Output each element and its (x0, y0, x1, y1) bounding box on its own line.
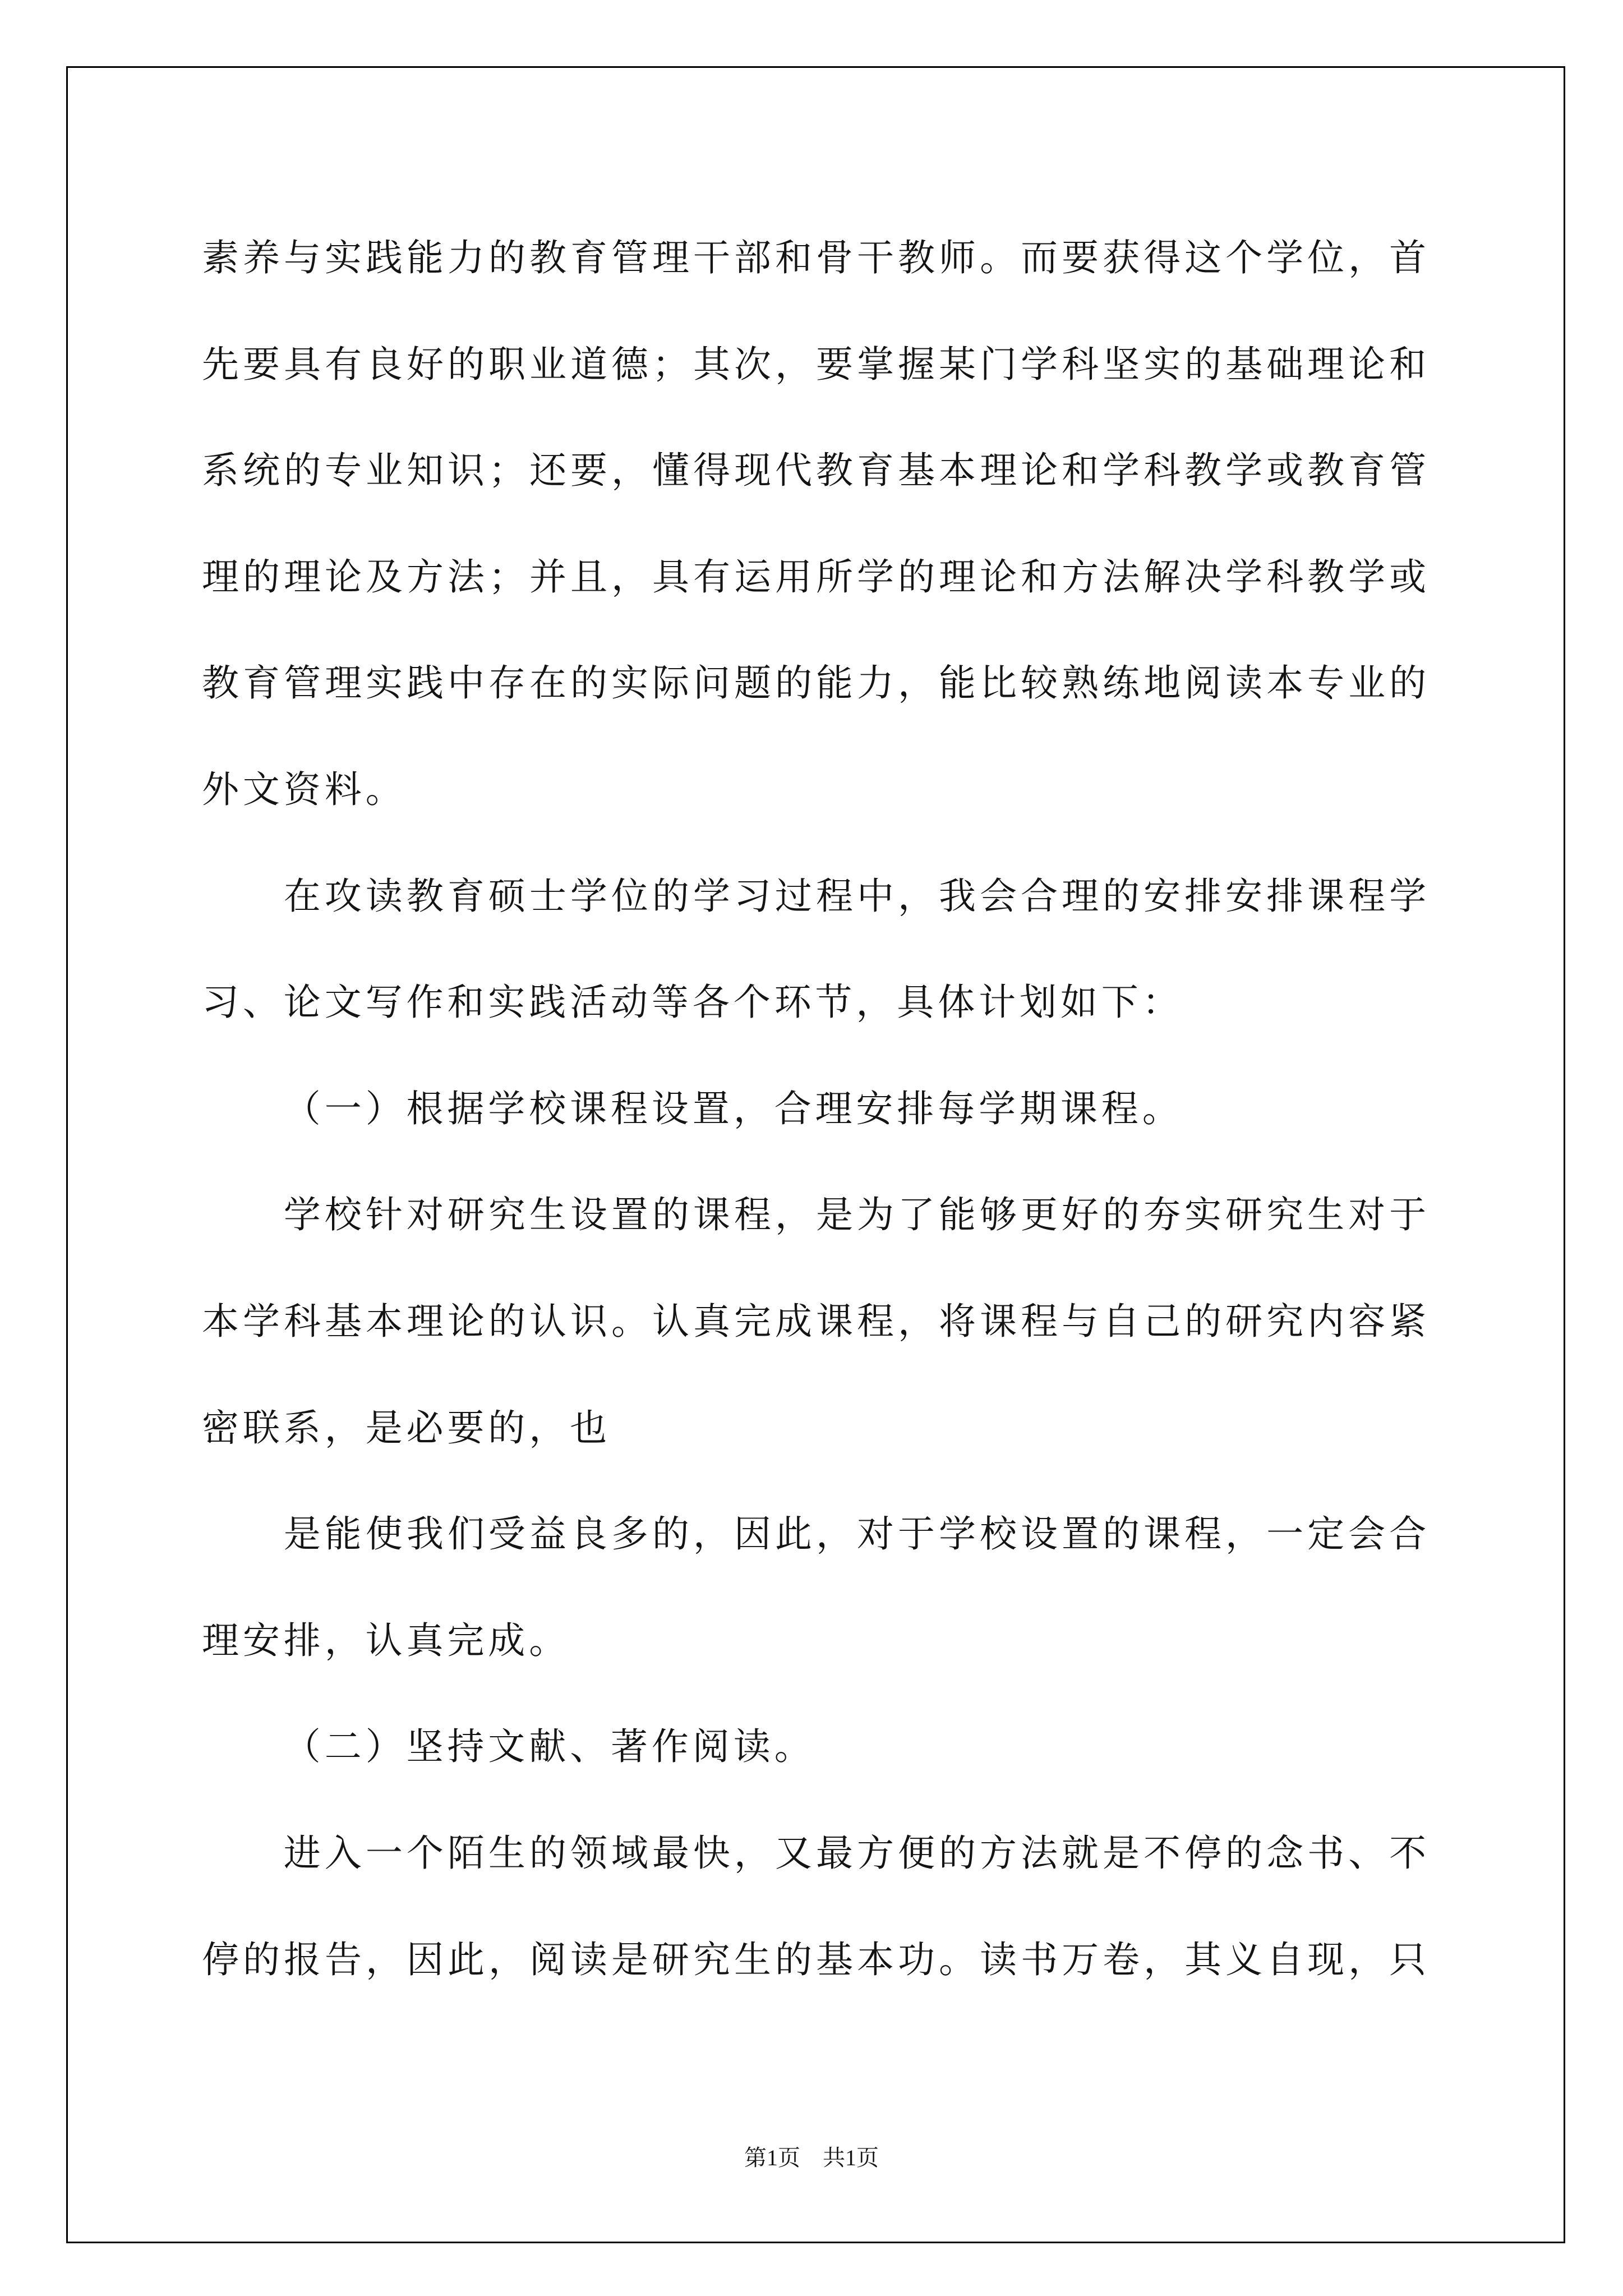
paragraph-line: 密联系，是必要的，也 (202, 1406, 611, 1450)
section-heading (202, 1694, 1430, 1800)
section-heading-text: （二）坚持文献、著作阅读。 (283, 1725, 815, 1769)
paragraph-line: 学校针对研究生设置的课程，是为了能够更好的夯实研究生对于 (283, 1193, 1430, 1237)
page-number-total: 共1页 (823, 2145, 879, 2170)
paragraph-line: 系统的专业知识；还要，懂得现代教育基本理论和学科教学或教育管 (202, 449, 1430, 493)
paragraph-line: 理的理论及方法；并且，具有运用所学的理论和方法解决学科教学或 (202, 555, 1430, 599)
page-footer (0, 2141, 1623, 2175)
paragraph-line: 在攻读教育硕士学位的学习过程中，我会合理的安排安排课程学 (283, 874, 1430, 918)
paragraph (202, 843, 1430, 1056)
paragraph-line: 习、论文写作和实践活动等各个环节，具体计划如下： (202, 981, 1183, 1024)
paragraph-line: 理安排，认真完成。 (202, 1618, 570, 1662)
paragraph-line: 是能使我们受益良多的，因此，对于学校设置的课程，一定会合 (283, 1512, 1430, 1556)
page-number-current: 第1页 (744, 2145, 800, 2170)
paragraph-line: 停的报告，因此，阅读是研究生的基本功。读书万卷，其义自现，只 (202, 1938, 1430, 1981)
paragraph-line: 先要具有良好的职业道德；其次，要掌握某门学科坚实的基础理论和 (202, 342, 1430, 386)
document-body (202, 205, 1430, 2013)
paragraph-line: 素养与实践能力的教育管理干部和骨干教师。而要获得这个学位，首 (202, 236, 1430, 279)
paragraph-line: 进入一个陌生的领域最快，又最方便的方法就是不停的念书、不 (283, 1831, 1430, 1875)
section-heading (202, 1056, 1430, 1162)
paragraph (202, 1162, 1430, 1481)
paragraph (202, 1481, 1430, 1694)
paragraph (202, 1800, 1430, 2013)
section-heading-text: （一）根据学校课程设置，合理安排每学期课程。 (283, 1087, 1183, 1130)
paragraph-line: 外文资料。 (202, 767, 407, 811)
paragraph-line: 本学科基本理论的认识。认真完成课程，将课程与自己的研究内容紧 (202, 1299, 1430, 1343)
paragraph (202, 205, 1430, 843)
paragraph-line: 教育管理实践中存在的实际问题的能力，能比较熟练地阅读本专业的 (202, 661, 1430, 705)
